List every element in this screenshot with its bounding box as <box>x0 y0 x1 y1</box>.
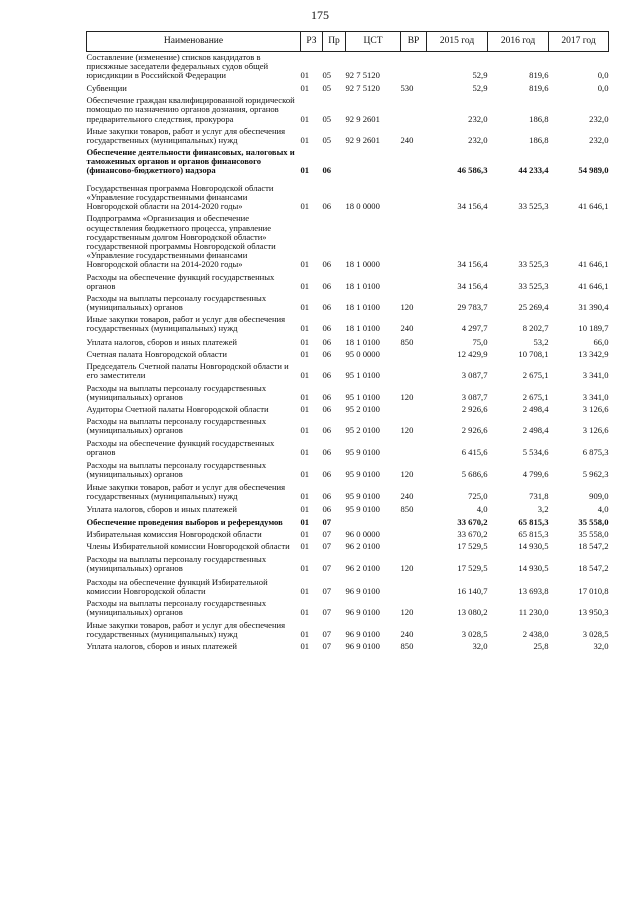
cell-y2017: 66,0 <box>593 336 609 347</box>
column-header-2016: 2016 год <box>488 32 549 52</box>
cell-y2015: 725,0 <box>468 490 488 501</box>
cell-name: Расходы на обеспечение функций государственных органов <box>86 438 275 458</box>
cell-y2017: 5 962,3 <box>582 468 609 479</box>
column-header-cst: ЦСТ <box>346 32 401 52</box>
cell-cst: 18 1 0000 <box>345 258 380 269</box>
cell-cst: 95 2 0100 <box>345 404 380 415</box>
column-header-2015: 2015 год <box>427 32 488 52</box>
cell-rz: 01 <box>300 134 310 145</box>
cell-y2015: 232,0 <box>468 134 488 145</box>
cell-rz: 01 <box>300 281 310 292</box>
cell-pr: 06 <box>322 201 332 212</box>
cell-y2015: 4 297,7 <box>461 323 488 334</box>
cell-name: Расходы на выплаты персоналу государственных (муниципальных) органов <box>86 554 267 574</box>
cell-y2016: 2 438,0 <box>522 628 549 639</box>
cell-y2017: 232,0 <box>589 113 609 124</box>
cell-y2015: 3 087,7 <box>461 369 488 380</box>
cell-y2016: 25 269,4 <box>518 302 549 313</box>
cell-pr: 07 <box>322 585 332 596</box>
cell-rz: 01 <box>300 490 310 501</box>
cell-y2016: 8 202,7 <box>522 323 549 334</box>
cell-y2016: 2 498,4 <box>522 425 549 436</box>
table-row <box>87 93 609 123</box>
cell-pr: 06 <box>322 447 332 458</box>
cell-vr <box>401 52 427 81</box>
cell-name: Иные закупки товаров, работ и услуг для обеспечения государственных (муниципальных) нужд <box>86 481 286 501</box>
table-row <box>87 639 609 651</box>
cell-vr <box>401 514 427 527</box>
table-row <box>87 435 609 457</box>
cell-y2017: 3 341,0 <box>582 392 609 402</box>
cell-y2017: 13 342,9 <box>578 348 609 359</box>
cell-vr <box>401 269 427 291</box>
cell-y2016: 731,8 <box>529 490 549 501</box>
cell-cst: 18 1 0100 <box>345 336 380 347</box>
cell-pr: 07 <box>322 517 332 528</box>
cell-rz: 01 <box>300 447 310 458</box>
cell-cst: 95 9 0100 <box>345 503 380 514</box>
cell-y2017: 31 390,4 <box>578 302 609 313</box>
cell-cst: 95 9 0100 <box>345 447 380 458</box>
cell-rz: 01 <box>300 468 310 479</box>
table-row <box>87 359 609 380</box>
cell-vr: 240 <box>400 134 414 145</box>
cell-cst: 95 1 0100 <box>345 369 380 380</box>
cell-rz: 01 <box>300 323 310 334</box>
cell-y2015: 33 670,2 <box>457 529 488 540</box>
cell-rz: 01 <box>300 585 310 596</box>
cell-vr: 850 <box>400 336 414 347</box>
cell-vr <box>401 175 427 211</box>
cell-cst: 92 9 2601 <box>345 134 380 145</box>
cell-cst: 95 2 0100 <box>345 425 380 436</box>
cell-y2016: 186,8 <box>529 113 549 124</box>
cell-y2017: 909,0 <box>589 490 609 501</box>
cell-rz: 01 <box>300 529 310 540</box>
cell-pr: 07 <box>322 628 332 639</box>
cell-y2016: 10 708,1 <box>518 348 549 359</box>
cell-rz: 01 <box>300 517 310 528</box>
cell-vr <box>401 145 427 175</box>
cell-rz: 01 <box>300 113 310 124</box>
table-row <box>87 334 609 347</box>
cell-pr: 06 <box>322 490 332 501</box>
cell-rz: 01 <box>300 165 310 176</box>
cell-pr: 05 <box>322 134 332 145</box>
table-row <box>87 596 609 617</box>
cell-vr <box>401 347 427 359</box>
table-row <box>87 514 609 527</box>
table-row <box>87 312 609 333</box>
cell-cst: 96 9 0100 <box>345 628 380 639</box>
cell-y2016: 33 525,3 <box>518 258 549 269</box>
cell-vr <box>401 574 427 596</box>
cell-cst: 96 9 0100 <box>345 641 380 652</box>
cell-rz: 01 <box>300 302 310 313</box>
table-row <box>87 124 609 145</box>
cell-pr: 06 <box>322 468 332 479</box>
cell-cst: 95 9 0100 <box>345 468 380 479</box>
cell-pr: 06 <box>322 503 332 514</box>
cell-name: Расходы на обеспечение функций государственных органов <box>86 271 275 292</box>
table-row <box>87 291 609 312</box>
cell-y2017: 3 028,5 <box>582 628 609 639</box>
cell-pr: 06 <box>322 281 332 292</box>
cell-vr <box>401 93 427 123</box>
cell-y2017: 13 950,3 <box>578 606 609 617</box>
cell-y2017: 4,0 <box>597 503 609 514</box>
cell-pr: 06 <box>322 165 332 176</box>
cell-y2015: 6 415,6 <box>461 447 488 458</box>
cell-rz: 01 <box>300 201 310 212</box>
table-row <box>87 574 609 596</box>
cell-y2017: 3 126,6 <box>582 425 609 436</box>
table-row <box>87 347 609 359</box>
cell-cst: 18 1 0100 <box>345 323 380 334</box>
cell-y2016: 2 675,1 <box>522 369 549 380</box>
cell-y2015: 34 156,4 <box>457 201 488 212</box>
column-header-vr: ВР <box>401 32 427 52</box>
cell-y2017: 232,0 <box>589 134 609 145</box>
table-row <box>87 80 609 93</box>
table-row <box>87 414 609 435</box>
cell-y2017: 10 189,7 <box>578 323 609 334</box>
cell-y2016: 819,6 <box>529 70 549 81</box>
cell-rz: 01 <box>300 606 310 617</box>
cell-y2016: 4 799,6 <box>522 468 549 479</box>
cell-y2017: 17 010,8 <box>578 585 609 596</box>
cell-rz: 01 <box>300 628 310 639</box>
cell-y2017: 35 558,0 <box>578 517 609 528</box>
cell-y2017: 35 558,0 <box>578 529 609 540</box>
table-row <box>87 458 609 479</box>
cell-vr: 120 <box>400 468 414 479</box>
cell-y2015: 32,0 <box>472 641 488 652</box>
cell-rz: 01 <box>300 404 310 415</box>
table-header-row <box>87 32 609 52</box>
cell-vr <box>401 402 427 414</box>
cell-name: Аудиторы Счетной палаты Новгородской области <box>86 404 269 415</box>
cell-name: Уплата налогов, сборов и иных платежей <box>86 503 238 514</box>
cell-cst: 95 9 0100 <box>345 490 380 501</box>
cell-y2015: 2 926,6 <box>461 425 488 436</box>
table-row <box>87 479 609 501</box>
cell-cst: 96 9 0100 <box>345 606 380 617</box>
cell-pr: 07 <box>322 606 332 617</box>
page-number: 175 <box>311 8 329 22</box>
cell-vr: 240 <box>400 490 414 501</box>
cell-y2017: 32,0 <box>593 641 609 652</box>
cell-y2015: 46 586,3 <box>457 165 488 176</box>
cell-y2016: 2 675,1 <box>522 392 549 402</box>
column-header-pr: Пр <box>323 32 346 52</box>
cell-y2017: 41 646,1 <box>578 201 609 212</box>
cell-cst <box>346 514 401 527</box>
table-row <box>87 539 609 551</box>
cell-y2016: 819,6 <box>529 83 549 94</box>
cell-pr: 06 <box>322 302 332 313</box>
cell-y2017: 3 126,6 <box>582 404 609 415</box>
cell-vr: 120 <box>400 606 414 617</box>
cell-rz: 01 <box>300 369 310 380</box>
cell-name: Уплата налогов, сборов и иных платежей <box>86 336 238 347</box>
cell-y2016: 44 233,4 <box>518 165 549 176</box>
cell-y2015: 12 429,9 <box>457 348 488 359</box>
cell-pr: 06 <box>322 336 332 347</box>
cell-vr: 850 <box>400 503 414 514</box>
cell-name: Члены Избирательной комиссии Новгородской области <box>86 541 290 552</box>
cell-name: Председатель Счетной палаты Новгородской области и его заместители <box>86 360 289 380</box>
table-row <box>87 501 609 514</box>
cell-cst: 95 1 0100 <box>345 392 380 402</box>
cell-y2017: 0,0 <box>597 70 609 81</box>
cell-cst: 96 9 0100 <box>345 585 380 596</box>
table-row <box>87 380 609 402</box>
cell-name: Избирательная комиссия Новгородской области <box>86 529 262 540</box>
cell-vr <box>401 359 427 380</box>
column-header-2017: 2017 год <box>549 32 609 52</box>
cell-rz: 01 <box>300 392 310 402</box>
cell-y2016: 186,8 <box>529 134 549 145</box>
cell-rz: 01 <box>300 541 310 552</box>
cell-pr: 06 <box>322 369 332 380</box>
cell-y2015: 29 783,7 <box>457 302 488 313</box>
cell-name: Составление (изменение) списков кандидатов в присяжные заседатели федеральных судов общей юрисдикции в Российской Федерации <box>86 52 269 81</box>
table-row <box>87 551 609 573</box>
cell-cst: 96 0 0000 <box>345 529 380 540</box>
cell-y2016: 5 534,6 <box>522 447 549 458</box>
cell-name: Расходы на выплаты персоналу государственных (муниципальных) органов <box>86 459 267 479</box>
cell-vr: 120 <box>400 425 414 436</box>
cell-name: Расходы на обеспечение функций Избирательной комиссии Новгородской области <box>86 576 268 596</box>
cell-name: Иные закупки товаров, работ и услуг для обеспечения государственных (муниципальных) нужд <box>86 619 286 639</box>
cell-rz: 01 <box>300 348 310 359</box>
cell-vr: 530 <box>400 83 414 94</box>
cell-cst: 96 2 0100 <box>345 541 380 552</box>
cell-vr: 850 <box>400 641 414 652</box>
cell-y2017: 6 875,3 <box>582 447 609 458</box>
cell-rz: 01 <box>300 425 310 436</box>
cell-y2017: 18 547,2 <box>578 541 609 552</box>
cell-y2016: 65 815,3 <box>518 517 549 528</box>
cell-y2016: 53,2 <box>533 336 549 347</box>
cell-vr: 240 <box>400 323 414 334</box>
cell-y2017: 18 547,2 <box>578 563 609 574</box>
column-header-name: Наименование <box>87 32 301 52</box>
cell-vr <box>401 435 427 457</box>
cell-rz: 01 <box>300 641 310 652</box>
cell-y2015: 17 529,5 <box>457 563 488 574</box>
cell-y2015: 33 670,2 <box>457 517 488 528</box>
cell-name: Обеспечение проведения выборов и референдумов <box>86 517 283 528</box>
cell-pr: 07 <box>322 641 332 652</box>
cell-cst <box>346 145 401 175</box>
cell-cst: 18 0 0000 <box>345 201 380 212</box>
cell-y2015: 232,0 <box>468 113 488 124</box>
cell-pr: 05 <box>322 83 332 94</box>
cell-vr: 240 <box>400 628 414 639</box>
table-row <box>87 175 609 211</box>
cell-pr: 06 <box>322 404 332 415</box>
table-row <box>87 52 609 81</box>
cell-y2016: 25,8 <box>533 641 549 652</box>
cell-y2017: 54 989,0 <box>578 165 609 176</box>
cell-cst: 18 1 0100 <box>345 302 380 313</box>
cell-rz: 01 <box>300 83 310 94</box>
cell-name: Обеспечение граждан квалифицированной юридической помощью по назначению органов дознания, органов предварительного следствия, прокурора <box>86 95 295 124</box>
cell-cst: 18 1 0100 <box>345 281 380 292</box>
cell-name: Субвенции <box>86 83 127 94</box>
cell-cst: 96 2 0100 <box>345 563 380 574</box>
cell-y2015: 13 080,2 <box>457 606 488 617</box>
cell-y2016: 11 230,0 <box>518 606 549 617</box>
cell-rz: 01 <box>300 258 310 269</box>
cell-y2015: 3 087,7 <box>461 392 488 402</box>
cell-y2016: 33 525,3 <box>518 201 549 212</box>
cell-rz: 01 <box>300 503 310 514</box>
cell-y2016: 2 498,4 <box>522 404 549 415</box>
cell-pr: 06 <box>322 258 332 269</box>
cell-name: Иные закупки товаров, работ и услуг для обеспечения государственных (муниципальных) нужд <box>86 314 286 334</box>
cell-vr: 120 <box>400 392 414 402</box>
cell-pr: 05 <box>322 70 332 81</box>
cell-y2015: 17 529,5 <box>457 541 488 552</box>
cell-vr: 120 <box>400 302 414 313</box>
table-row <box>87 211 609 269</box>
cell-name: Расходы на выплаты персоналу государственных (муниципальных) органов <box>86 416 267 436</box>
cell-y2015: 16 140,7 <box>457 585 488 596</box>
cell-y2017: 41 646,1 <box>578 258 609 269</box>
cell-name: Счетная палата Новгородской области <box>86 348 227 359</box>
table-body <box>87 52 609 652</box>
cell-y2015: 3 028,5 <box>461 628 488 639</box>
cell-name: Обеспечение деятельности финансовых, налоговых и таможенных органов и органов финансового (финансово-бюджетного) надзора <box>86 146 295 176</box>
cell-y2017: 41 646,1 <box>578 281 609 292</box>
cell-y2015: 75,0 <box>472 336 488 347</box>
cell-pr: 07 <box>322 529 332 540</box>
cell-y2016: 33 525,3 <box>518 281 549 292</box>
cell-name: Расходы на выплаты персоналу государственных (муниципальных) органов <box>86 597 267 617</box>
cell-name: Подпрограмма «Организация и обеспечение осуществления бюджетного процесса, управление государственным долгом Новгородской области» государственной программы Новгородской области «Управление государственными финансами Новгородской области на 2014-2020 годы» <box>86 213 276 269</box>
cell-pr: 06 <box>322 323 332 334</box>
cell-name: Расходы на выплаты персоналу государственных (муниципальных) органов <box>86 382 267 402</box>
cell-name: Государственная программа Новгородской области «Управление государственными финансами Новгородской области на 2014-2020 годы» <box>86 183 274 212</box>
cell-y2016: 14 930,5 <box>518 563 549 574</box>
cell-y2015: 52,9 <box>472 70 488 81</box>
cell-pr: 05 <box>322 113 332 124</box>
cell-pr: 06 <box>322 348 332 359</box>
column-header-rz: РЗ <box>301 32 323 52</box>
cell-y2016: 3,2 <box>537 503 549 514</box>
cell-vr <box>401 527 427 539</box>
cell-y2016: 14 930,5 <box>518 541 549 552</box>
cell-cst: 92 9 2601 <box>345 113 380 124</box>
cell-rz: 01 <box>300 563 310 574</box>
table-row <box>87 527 609 539</box>
cell-pr: 06 <box>322 425 332 436</box>
cell-rz: 01 <box>300 336 310 347</box>
cell-cst: 92 7 5120 <box>345 83 380 94</box>
cell-y2015: 5 686,6 <box>461 468 488 479</box>
cell-pr: 07 <box>322 541 332 552</box>
table-row <box>87 402 609 414</box>
cell-rz: 01 <box>300 70 310 81</box>
budget-table <box>86 31 609 651</box>
cell-name: Иные закупки товаров, работ и услуг для обеспечения государственных (муниципальных) нужд <box>86 125 286 145</box>
cell-name: Уплата налогов, сборов и иных платежей <box>86 641 238 652</box>
cell-y2015: 52,9 <box>472 83 488 94</box>
cell-pr: 06 <box>322 392 332 402</box>
cell-y2015: 34 156,4 <box>457 258 488 269</box>
cell-vr <box>401 211 427 269</box>
cell-y2017: 0,0 <box>597 83 609 94</box>
cell-y2015: 4,0 <box>476 503 488 514</box>
table-row <box>87 145 609 175</box>
cell-vr <box>401 539 427 551</box>
cell-name: Расходы на выплаты персоналу государственных (муниципальных) органов <box>86 293 267 313</box>
cell-cst: 92 7 5120 <box>345 70 380 81</box>
cell-y2015: 34 156,4 <box>457 281 488 292</box>
cell-vr: 120 <box>400 563 414 574</box>
cell-y2016: 65 815,3 <box>518 529 549 540</box>
cell-y2017: 3 341,0 <box>582 369 609 380</box>
cell-y2016: 13 693,8 <box>518 585 549 596</box>
cell-pr: 07 <box>322 563 332 574</box>
table-row <box>87 269 609 291</box>
cell-y2015: 2 926,6 <box>461 404 488 415</box>
table-row <box>87 617 609 639</box>
cell-cst: 95 0 0000 <box>345 348 380 359</box>
